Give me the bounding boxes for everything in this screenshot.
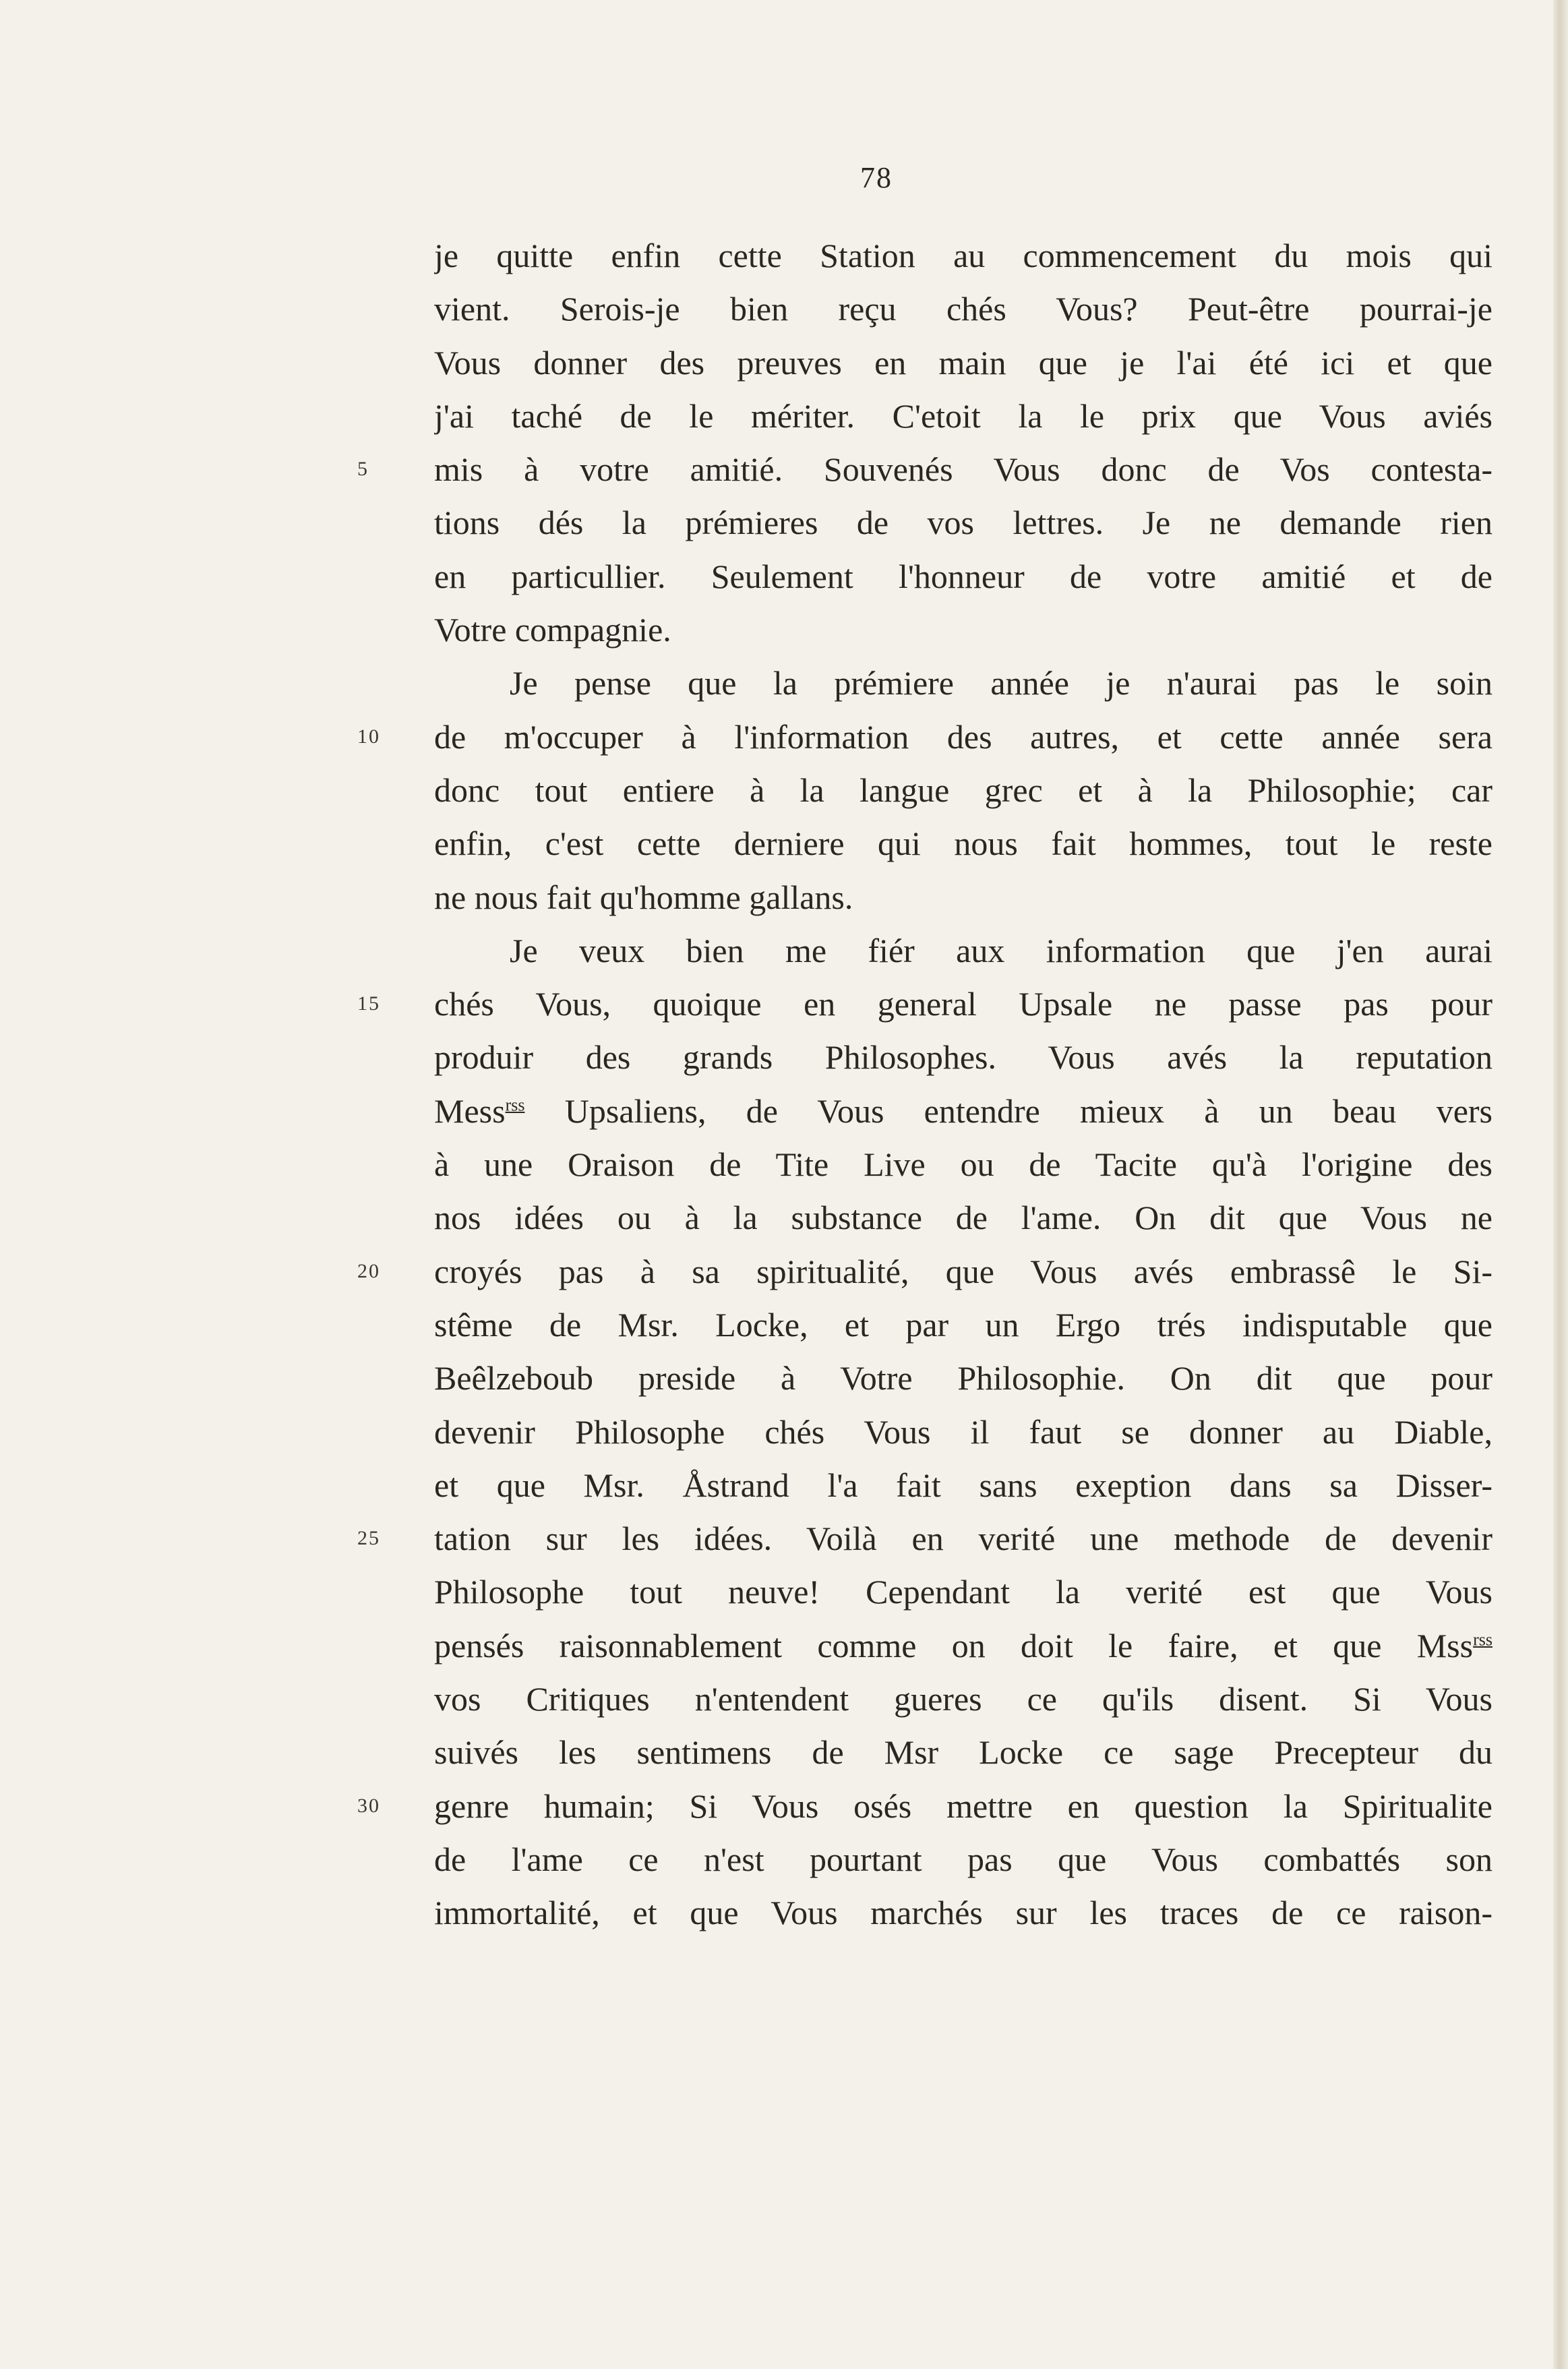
text-line: à une Oraison de Tite Live ou de Tacite qu'à l'origine des — [434, 1145, 1492, 1184]
page-edge-shadow — [1553, 0, 1568, 2369]
page-number: 78 — [860, 161, 893, 194]
text-line: vos Critiques n'entendent gueres ce qu'ils disent. Si Vous — [434, 1680, 1492, 1718]
text-line: produir des grands Philosophes. Vous avés la reputation — [434, 1038, 1492, 1077]
text-line: Je veux bien me fiér aux information que j'en aurai — [510, 931, 1492, 969]
text-segment: pensés raisonnablement comme on doit le faire, et que Mss — [434, 1626, 1474, 1665]
text-line: tions dés la prémieres de vos lettres. Je ne demande rien — [434, 504, 1492, 542]
text-line: de m'occuper à l'information des autres, et cette année sera — [434, 717, 1492, 756]
text-segment: Upsaliens, de Vous entendre mieux à un beau vers — [524, 1091, 1492, 1130]
text-line: Philosophe tout neuve! Cependant la verité est que Vous — [434, 1573, 1492, 1611]
line-number: 20 — [357, 1259, 380, 1282]
text-line: donc tout entiere à la langue grec et à la Philosophie; car — [434, 771, 1492, 809]
text-line: et que Msr. Åstrand l'a fait sans exeption dans sa Disser- — [434, 1466, 1492, 1504]
text-line: immortalité, et que Vous marchés sur les traces de ce raison- — [434, 1894, 1492, 1932]
superscript-abbreviation: rss — [1473, 1629, 1492, 1650]
text-line: Beêlzeboub preside à Votre Philosophie. On dit que pour — [434, 1359, 1492, 1398]
text-line: en particullier. Seulement l'honneur de votre amitié et de — [434, 557, 1492, 595]
text-line: ne nous fait qu'homme gallans. — [434, 878, 853, 916]
text-line: croyés pas à sa spiritualité, que Vous avés embrassê le Si- — [434, 1252, 1492, 1290]
superscript-abbreviation: rss — [505, 1095, 525, 1115]
text-line: devenir Philosophe chés Vous il faut se donner au Diable, — [434, 1412, 1492, 1451]
text-line: j'ai taché de le mériter. C'etoit la le prix que Vous aviés — [434, 396, 1492, 435]
text-segment: Mess — [434, 1091, 506, 1130]
text-line: enfin, c'est cette derniere qui nous fait hommes, tout le reste — [434, 824, 1492, 863]
text-line — [434, 1085, 1492, 1138]
text-line: chés Vous, quoique en general Upsale ne passe pas pour — [434, 985, 1492, 1023]
text-line: de l'ame ce n'est pourtant pas que Vous combattés son — [434, 1840, 1492, 1878]
text-line: vient. Serois-je bien reçu chés Vous? Peut-être pourrai-je — [434, 290, 1492, 328]
line-number: 15 — [357, 992, 380, 1015]
text-line: suivés les sentimens de Msr Locke ce sage Precepteur du — [434, 1733, 1492, 1772]
text-line: je quitte enfin cette Station au commencement du mois qui — [434, 237, 1492, 274]
line-number: 10 — [357, 725, 380, 748]
text-line: Je pense que la prémiere année je n'aurai pas le soin — [510, 664, 1492, 702]
text-line: stême de Msr. Locke, et par un Ergo trés indisputable que — [434, 1305, 1492, 1344]
text-line: Vous donner des preuves en main que je l'ai été ici et que — [434, 343, 1492, 382]
text-line: Votre compagnie. — [434, 611, 671, 649]
text-line: tation sur les idées. Voilà en verité une methode de devenir — [434, 1520, 1492, 1558]
text-line: nos idées ou à la substance de l'ame. On dit que Vous ne — [434, 1199, 1492, 1237]
line-number: 5 — [357, 458, 369, 481]
line-number: 30 — [357, 1794, 380, 1817]
text-line: mis à votre amitié. Souvenés Vous donc de Vos contesta- — [434, 450, 1492, 489]
text-line: genre humain; Si Vous osés mettre en question la Spiritualite — [434, 1787, 1492, 1825]
letter-text-block — [434, 229, 1492, 1940]
line-number: 25 — [357, 1527, 380, 1550]
text-line — [434, 1619, 1492, 1673]
